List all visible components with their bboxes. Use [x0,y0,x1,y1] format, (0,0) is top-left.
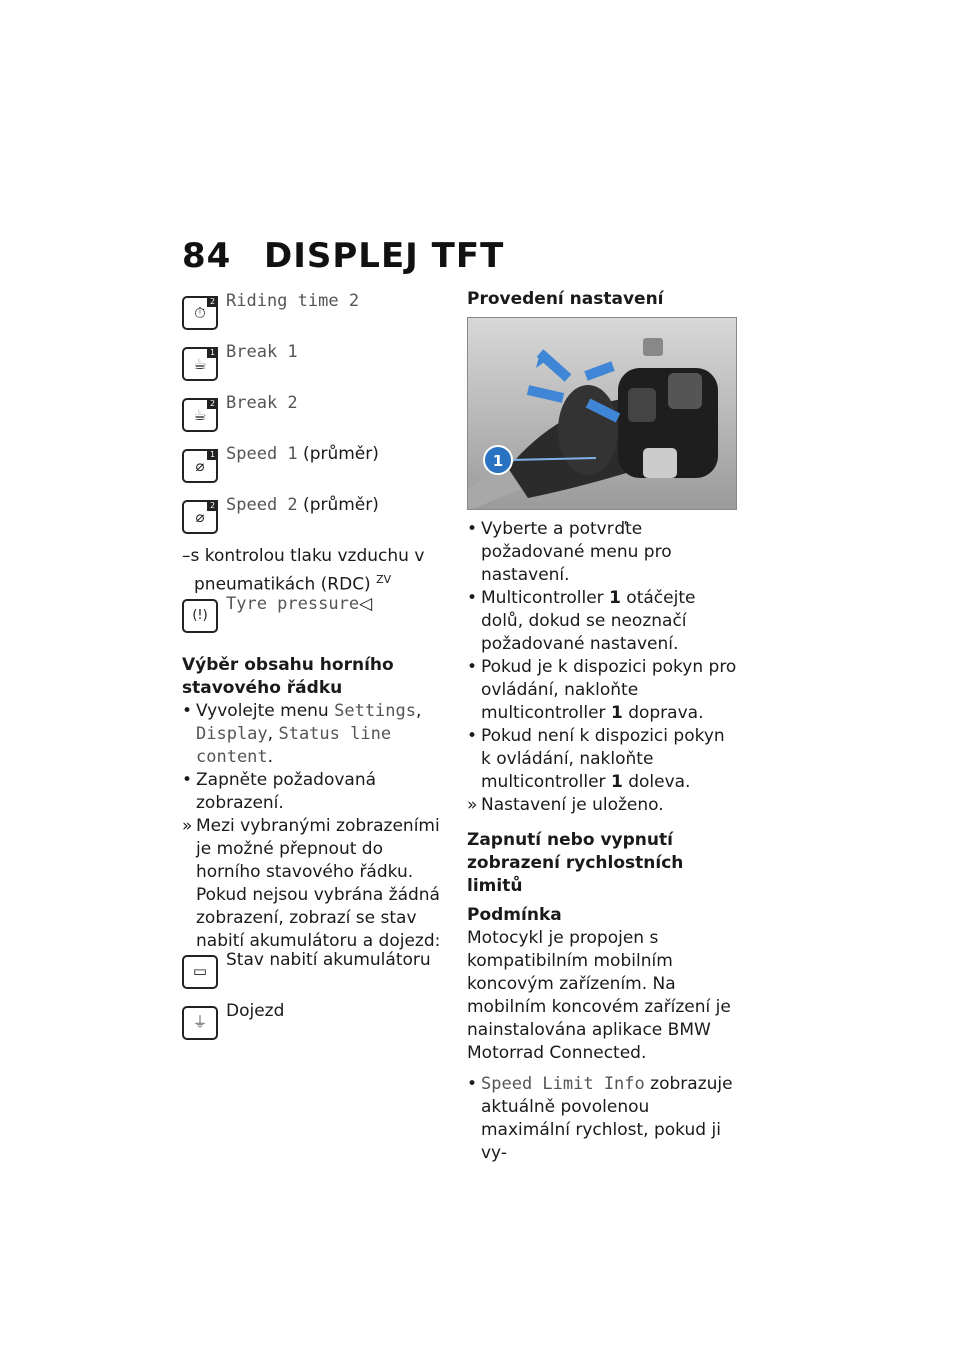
speed-1-label: Speed 1 [226,444,298,464]
break-2-label: Break 2 [226,393,298,413]
break-2-row [182,390,444,441]
list-item: • Vyberte a potvrďte požadované menu pro nastavení. [467,519,672,585]
handlebar-photo [467,317,737,510]
end-marker: ◁ [359,593,373,614]
average-speed-icon: ⌀ 1 [182,449,218,483]
range-label: Dojezd [226,1000,285,1021]
status-line-heading: Výběr obsahu horního stavového řádku [182,654,394,698]
speed-2-label: Speed 2 [226,495,298,515]
tyre-pressure-row [182,591,444,642]
list-item: • Zapněte požadovaná zobrazení. [182,769,377,813]
page-heading: DISPLEJ TFT [264,236,505,276]
menu-status-line-content: Status line content [196,723,392,767]
coffee-icon: ☕ 1 [182,347,218,381]
page-number: 84 [182,236,232,276]
callout-1: 1 [492,452,504,470]
average-speed-icon: ⌀ 2 [182,500,218,534]
list-item: » Nastavení je uloženo. [467,795,664,815]
left-column [182,288,444,1055]
condition-heading: Podmínka [467,905,562,925]
speed-limit-heading: Zapnutí nebo vypnutí zobrazení rychlostních limitů [467,830,684,896]
battery-label: Stav nabití akumulátoru [226,949,431,970]
riding-time-2-label: Riding time 2 [226,291,360,311]
break-1-label: Break 1 [226,342,298,362]
rdc-text: s kontrolou tlaku vzduchu v pneumatikách (RDC) [190,546,425,595]
list-item: • Pokud je k dispozici pokyn pro ovládání, nakloňte multicontroller 1 doprava. [467,657,737,723]
fuel-plug-icon: ⏚ [182,1006,218,1040]
handlebar-illustration [468,318,737,510]
coffee-icon: ☕ 2 [182,398,218,432]
stopwatch-icon: ⏱ 2 [182,296,218,330]
list-item: • Pokud není k dispozici pokyn k ovládání, nakloňte multicontroller 1 doleva. [467,726,725,792]
riding-time-2-row [182,288,444,339]
speed-1-suffix: (průměr) [297,444,379,464]
speed-2-suffix: (průměr) [297,495,379,515]
rdc-superscript: ZV [376,573,392,586]
condition-text: Motocykl je propojen s kompatibilním mobilním koncovým zařízením. Na mobilním koncovém zařízení je nainstalována aplikace BMW Motorrad Connected. [467,928,731,1063]
list-item: • Multicontroller 1 otáčejte dolů, dokud se neoznačí požadované nastavení. [467,588,696,654]
speed-1-row [182,441,444,492]
menu-settings: Settings [334,700,416,721]
list-item: • Speed Limit Info zobrazuje aktuálně povolenou maximální rychlost, pokud ji vy- [467,1074,733,1163]
speed-limit-info-label: Speed Limit Info [481,1074,645,1094]
range-row [182,1000,444,1055]
break-1-row [182,339,444,390]
list-item: • Vyvolejte menu Settings, Display, Status line content. [182,700,422,767]
tyre-pressure-icon: (!) [182,599,218,633]
list-item: » Mezi vybranými zobrazeními je možné přepnout do horního stavového řádku. Pokud nejsou vybrána žádná zobrazení, zobrazí se stav nabití akumulátoru a dojezd: [182,815,441,951]
settings-heading: Provedení nastavení [467,289,664,309]
speed-2-row [182,492,444,543]
menu-display: Display [196,723,268,744]
battery-icon: ▭ [182,955,218,989]
tyre-pressure-label: Tyre pressure [226,593,360,614]
rdc-item: –s kontrolou tlaku vzduchu v pneumatikách (RDC) $^{ZV}$ [182,546,425,595]
right-column [467,288,739,1165]
battery-row [182,949,444,1004]
